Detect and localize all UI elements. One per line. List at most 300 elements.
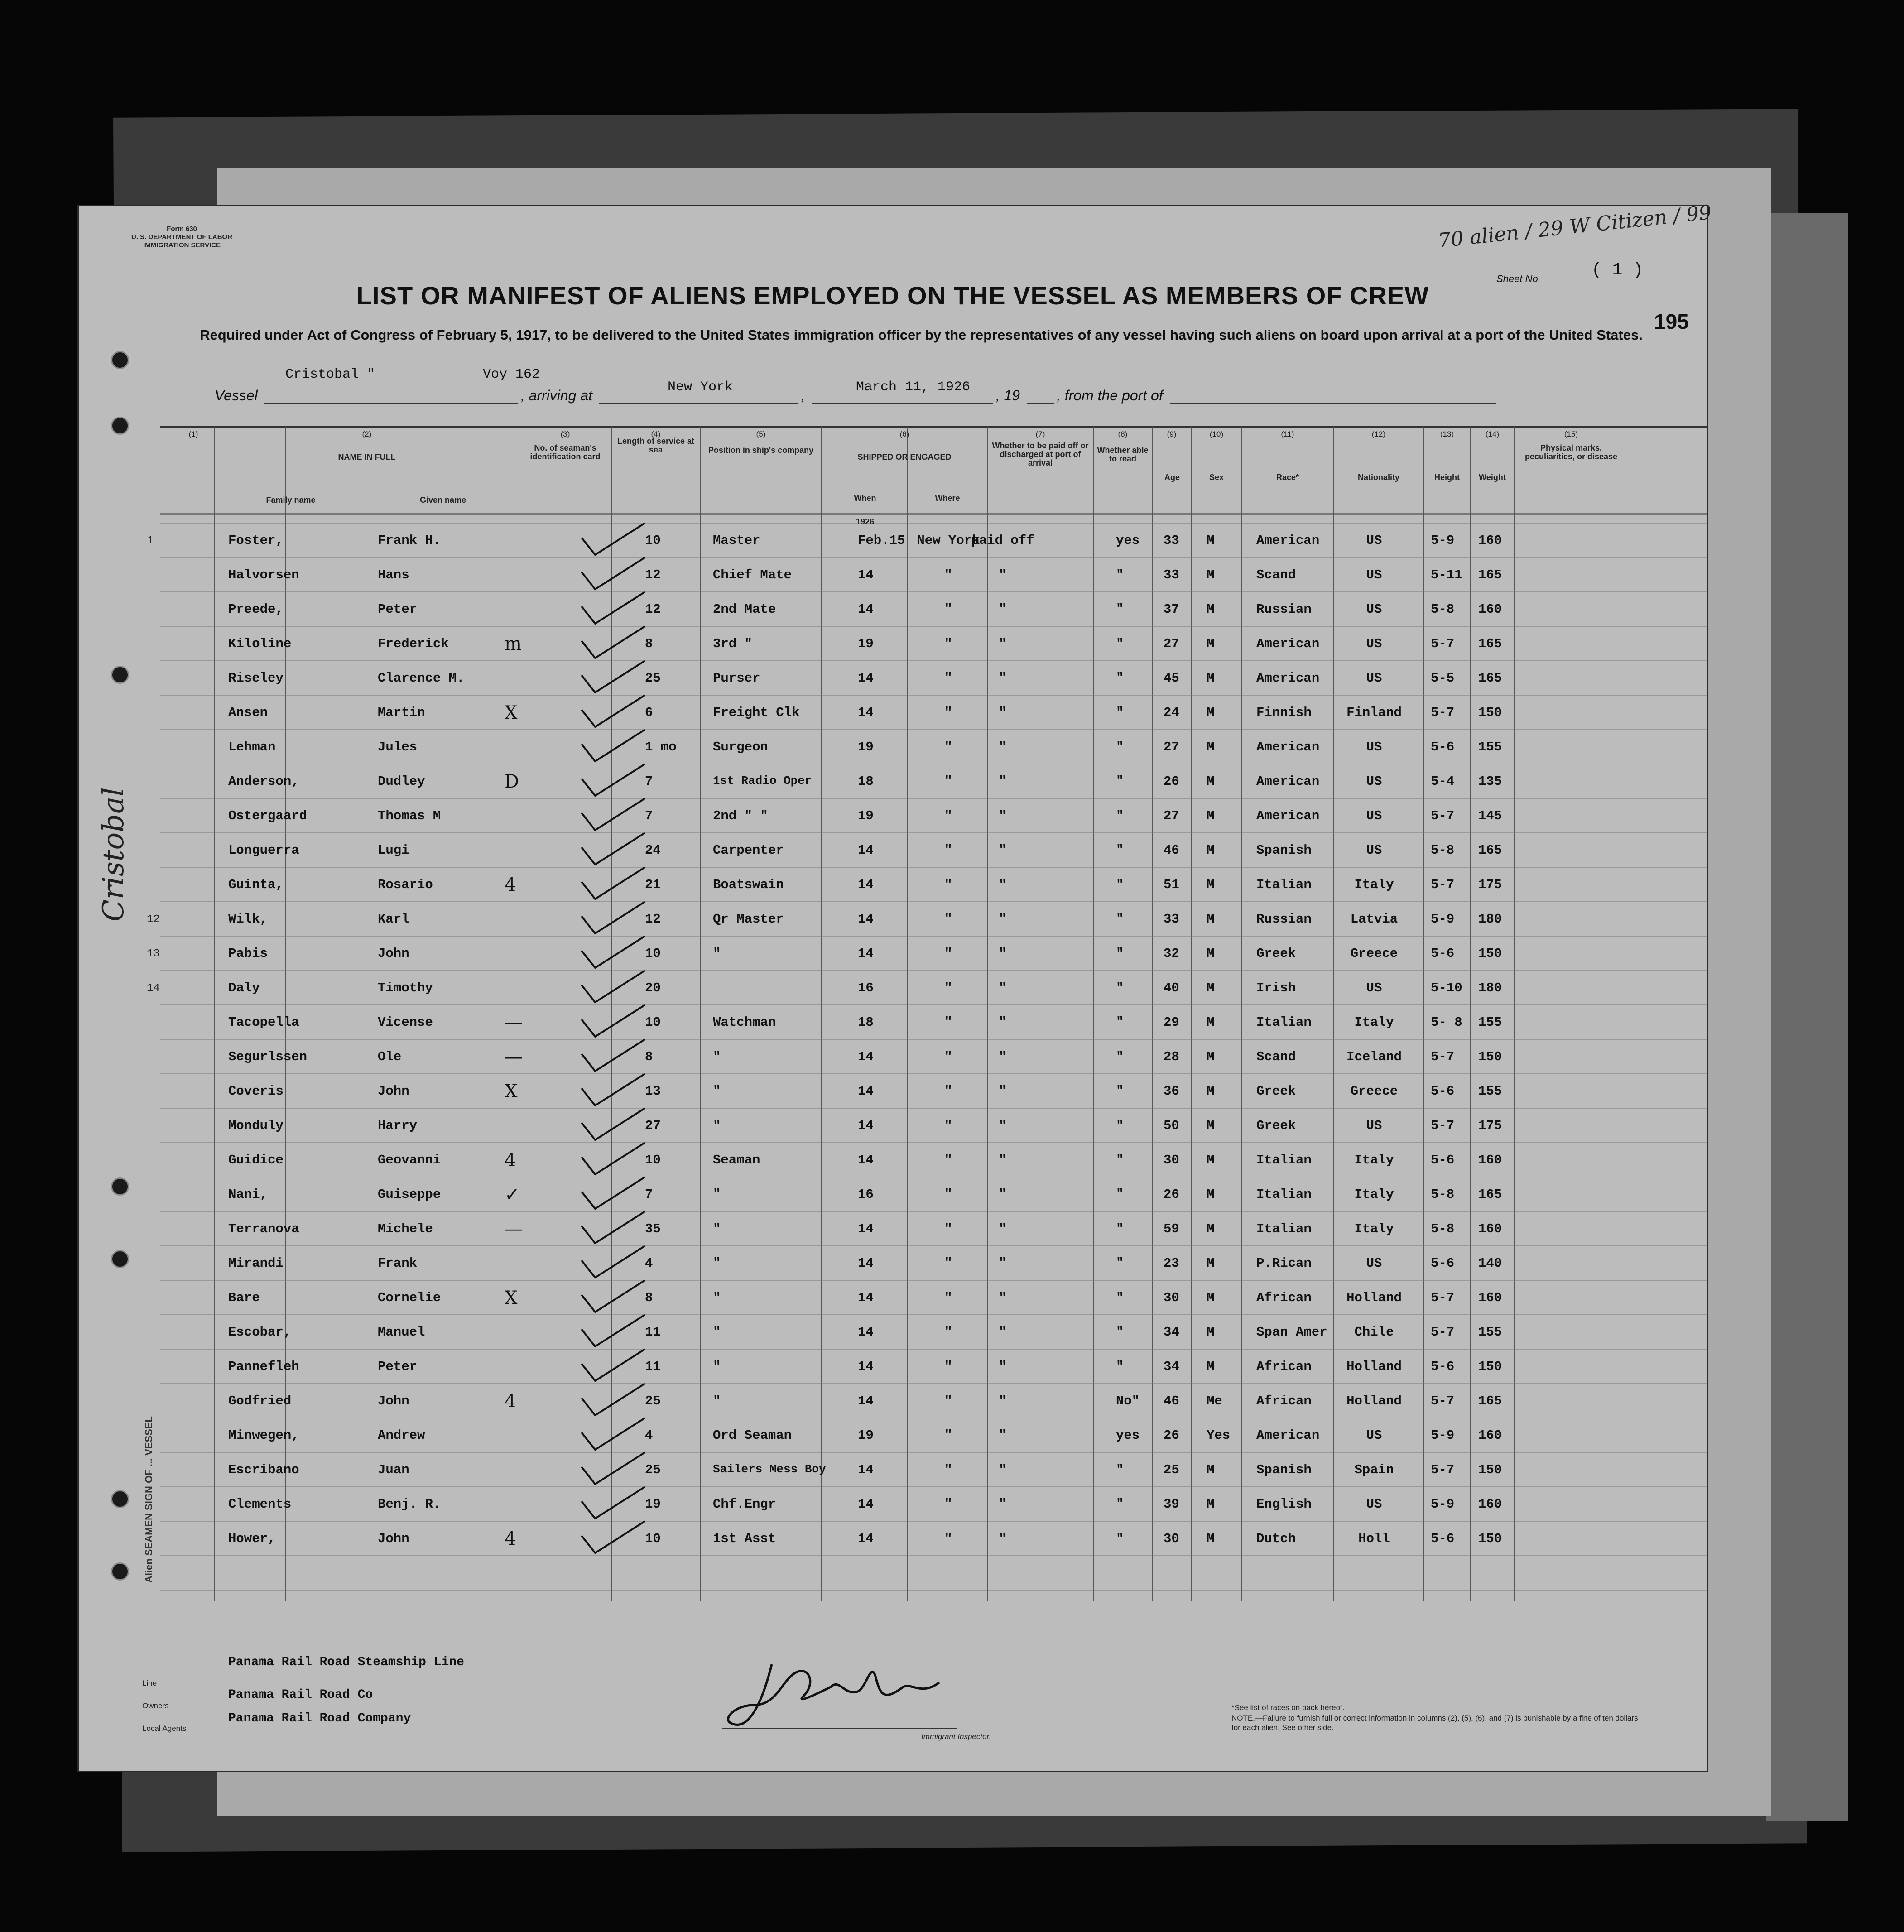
position-cell: Surgeon	[713, 740, 768, 755]
age-cell: 26	[1164, 774, 1179, 789]
race-cell: African	[1256, 1394, 1312, 1408]
position-cell: Chief Mate	[713, 567, 792, 582]
handwritten-mark: D	[505, 771, 519, 792]
given-name-cell: Hans	[378, 567, 409, 582]
position-cell: 2nd Mate	[713, 602, 776, 617]
race-cell: Finnish	[1256, 705, 1312, 720]
age-cell: 30	[1164, 1531, 1179, 1546]
handwritten-mark: X	[505, 1288, 518, 1308]
age-cell: 27	[1164, 808, 1179, 823]
column-number: (2)	[362, 430, 372, 438]
paid-off-cell: "	[999, 946, 1007, 961]
family-name-cell: Escobar,	[228, 1325, 292, 1340]
weight-cell: 155	[1478, 1015, 1502, 1030]
height-cell: 5-7	[1431, 1118, 1455, 1133]
able-read-cell: "	[1116, 1015, 1124, 1030]
given-name-cell: Clarence M.	[378, 671, 465, 686]
nationality-cell: US	[1366, 636, 1382, 651]
when-cell: 18	[858, 774, 874, 789]
when-cell: 14	[858, 1497, 874, 1512]
table-grid	[79, 206, 1707, 1771]
height-cell: 5-7	[1431, 808, 1455, 823]
height-cell: 5-8	[1431, 1221, 1455, 1236]
binder-hole	[111, 1562, 129, 1581]
age-cell: 33	[1164, 567, 1179, 582]
able-read-cell: "	[1116, 705, 1124, 720]
able-read-cell: "	[1116, 1325, 1124, 1340]
height-cell: 5-6	[1431, 1153, 1455, 1168]
given-name-cell: Karl	[378, 912, 409, 927]
given-name-cell: Lugi	[378, 843, 409, 858]
paid-off-cell: "	[999, 808, 1007, 823]
when-cell: 18	[858, 1015, 874, 1030]
vessel-name: Cristobal "	[285, 367, 375, 382]
paid-off-cell: "	[999, 912, 1007, 927]
race-cell: Italian	[1256, 1221, 1312, 1236]
weight-cell: 165	[1478, 567, 1502, 582]
height-cell: 5-9	[1431, 1497, 1455, 1512]
side-vertical-label: Alien SEAMEN SIGN OF ... VESSEL	[143, 1416, 154, 1583]
race-cell: Russian	[1256, 912, 1312, 927]
age-cell: 33	[1164, 533, 1179, 548]
header-where: Where	[935, 494, 960, 503]
when-cell: 16	[858, 980, 874, 995]
when-cell: 14	[858, 567, 874, 582]
nationality-cell: US	[1366, 774, 1382, 789]
where-cell: "	[944, 567, 952, 582]
family-name-cell: Segurlssen	[228, 1049, 308, 1064]
nationality-cell: Spain	[1354, 1462, 1394, 1477]
nationality-cell: Holl	[1358, 1531, 1390, 1546]
inspector-label: Immigrant Inspector.	[921, 1732, 991, 1741]
service-cell: 10	[645, 946, 661, 961]
nationality-cell: Italy	[1354, 1015, 1394, 1030]
race-cell: Irish	[1256, 980, 1296, 995]
binder-hole	[111, 1177, 129, 1196]
height-cell: 5-5	[1431, 671, 1455, 686]
age-cell: 46	[1164, 843, 1179, 858]
when-cell: 19	[858, 1428, 874, 1443]
given-name-cell: Peter	[378, 602, 418, 617]
sex-cell: M	[1207, 1187, 1215, 1202]
position-cell: 3rd "	[713, 636, 753, 651]
manifest-title: LIST OR MANIFEST OF ALIENS EMPLOYED ON THE VESSEL AS MEMBERS OF CREW	[356, 281, 1429, 310]
height-cell: 5-7	[1431, 705, 1455, 720]
position-cell: 1st Radio Oper	[713, 774, 812, 788]
height-cell: 5-9	[1431, 533, 1455, 548]
sex-cell: M	[1207, 1049, 1215, 1064]
weight-cell: 150	[1478, 1359, 1502, 1374]
service-cell: 8	[645, 1290, 653, 1305]
arrival-port: New York	[668, 380, 733, 395]
service-cell: 8	[645, 636, 653, 651]
age-cell: 24	[1164, 705, 1179, 720]
service-cell: 27	[645, 1118, 661, 1133]
family-name-cell: Halvorsen	[228, 567, 299, 582]
service-cell: 10	[645, 533, 661, 548]
service-cell: 12	[645, 912, 661, 927]
weight-cell: 160	[1478, 1497, 1502, 1512]
height-cell: 5-4	[1431, 774, 1455, 789]
when-cell: 14	[858, 877, 874, 892]
sex-cell: M	[1207, 671, 1215, 686]
height-cell: 5-6	[1431, 1531, 1455, 1546]
handwritten-mark: X	[505, 702, 518, 723]
weight-cell: 150	[1478, 1531, 1502, 1546]
paid-off-cell: "	[999, 1153, 1007, 1168]
family-name-cell: Terranova	[228, 1221, 299, 1236]
row-number: 14	[147, 982, 160, 995]
inspector-signature	[713, 1633, 1030, 1741]
when-cell: 14	[858, 843, 874, 858]
weight-cell: 135	[1478, 774, 1502, 789]
position-cell: Boatswain	[713, 877, 784, 892]
nationality-cell: Holland	[1346, 1394, 1402, 1408]
position-cell: 2nd " "	[713, 808, 768, 823]
position-cell: Carpenter	[713, 843, 784, 858]
family-name-cell: Mirandi	[228, 1256, 284, 1271]
given-name-cell: Ole	[378, 1049, 402, 1064]
column-number: (1)	[188, 430, 198, 438]
able-read-cell: "	[1116, 740, 1124, 755]
header-nationality: Nationality	[1357, 473, 1399, 482]
paid-off-cell: paid off	[971, 533, 1034, 548]
where-cell: "	[944, 808, 952, 823]
when-cell: 19	[858, 636, 874, 651]
where-cell: "	[944, 636, 952, 651]
voyage-number: Voy 162	[483, 367, 540, 382]
where-cell: "	[944, 1221, 952, 1236]
sex-cell: M	[1207, 877, 1215, 892]
handwritten-mark: —	[505, 1219, 523, 1240]
able-read-cell: "	[1116, 567, 1124, 582]
paid-off-cell: "	[999, 636, 1007, 651]
when-cell: 14	[858, 671, 874, 686]
able-read-cell: "	[1116, 671, 1124, 686]
position-cell: Qr Master	[713, 912, 784, 927]
where-cell: "	[944, 946, 952, 961]
handwritten-mark: 4	[505, 875, 516, 895]
sex-cell: M	[1207, 636, 1215, 651]
family-name-cell: Nani,	[228, 1187, 268, 1202]
position-cell: "	[713, 1325, 721, 1340]
header-sex: Sex	[1209, 473, 1224, 482]
vessel-label: Vessel	[215, 387, 258, 404]
age-cell: 36	[1164, 1084, 1179, 1099]
handwritten-mark: 4	[505, 1391, 516, 1412]
height-cell: 5-11	[1431, 567, 1462, 582]
position-cell: "	[713, 1049, 721, 1064]
height-cell: 5-7	[1431, 1325, 1455, 1340]
race-cell: Dutch	[1256, 1531, 1296, 1546]
where-cell: "	[944, 1187, 952, 1202]
able-read-cell: yes	[1116, 533, 1140, 548]
header-height: Height	[1434, 473, 1460, 482]
service-cell: 1 mo	[645, 740, 677, 755]
weight-cell: 160	[1478, 1290, 1502, 1305]
handwritten-mark: m	[505, 634, 522, 654]
family-name-cell: Godfried	[228, 1394, 292, 1408]
given-name-cell: Thomas M	[378, 808, 441, 823]
sex-cell: M	[1207, 980, 1215, 995]
position-cell: "	[713, 1256, 721, 1271]
weight-cell: 165	[1478, 1394, 1502, 1408]
height-cell: 5-7	[1431, 1049, 1455, 1064]
position-cell: "	[713, 1359, 721, 1374]
nationality-cell: Finland	[1346, 705, 1402, 720]
age-cell: 26	[1164, 1428, 1179, 1443]
race-cell: American	[1256, 774, 1320, 789]
binder-hole	[111, 417, 129, 435]
when-cell: 14	[858, 946, 874, 961]
when-cell: 16	[858, 1187, 874, 1202]
header-given-name: Given name	[419, 495, 466, 505]
paid-off-cell: "	[999, 1049, 1007, 1064]
age-cell: 33	[1164, 912, 1179, 927]
side-handwritten-vessel: Cristobal	[97, 787, 130, 922]
sex-cell: M	[1207, 1221, 1215, 1236]
family-name-cell: Tacopella	[228, 1015, 299, 1030]
sex-cell: M	[1207, 1462, 1215, 1477]
sex-cell: Yes	[1207, 1428, 1231, 1443]
service-cell: 24	[645, 843, 661, 858]
sex-cell: M	[1207, 1290, 1215, 1305]
weight-cell: 165	[1478, 636, 1502, 651]
paid-off-cell: "	[999, 671, 1007, 686]
where-cell: "	[944, 1118, 952, 1133]
given-name-cell: Frank H.	[378, 533, 441, 548]
given-name-cell: Cornelie	[378, 1290, 441, 1305]
header-when: When	[854, 494, 876, 503]
where-cell: "	[944, 1462, 952, 1477]
sex-cell: M	[1207, 946, 1215, 961]
race-cell: Spanish	[1256, 1462, 1312, 1477]
given-name-cell: Dudley	[378, 774, 425, 789]
family-name-cell: Pannefleh	[228, 1359, 299, 1374]
paid-off-cell: "	[999, 843, 1007, 858]
race-cell: Greek	[1256, 1118, 1296, 1133]
paid-off-cell: "	[999, 980, 1007, 995]
race-cell: Scand	[1256, 1049, 1296, 1064]
weight-cell: 160	[1478, 533, 1502, 548]
age-cell: 28	[1164, 1049, 1179, 1064]
when-cell: 14	[858, 1084, 874, 1099]
family-name-cell: Guinta,	[228, 877, 284, 892]
service-cell: 4	[645, 1256, 653, 1271]
handwritten-mark: 4	[505, 1528, 516, 1549]
weight-cell: 155	[1478, 1084, 1502, 1099]
paid-off-cell: "	[999, 602, 1007, 617]
paid-off-cell: "	[999, 1497, 1007, 1512]
column-number: (5)	[756, 430, 766, 438]
when-cell: 14	[858, 1153, 874, 1168]
sex-cell: M	[1207, 1084, 1215, 1099]
given-name-cell: Juan	[378, 1462, 409, 1477]
nationality-cell: US	[1366, 1256, 1382, 1271]
family-name-cell: Preede,	[228, 602, 284, 617]
service-cell: 20	[645, 980, 661, 995]
header-weight: Weight	[1479, 473, 1506, 482]
weight-cell: 160	[1478, 1153, 1502, 1168]
race-cell: Italian	[1256, 1153, 1312, 1168]
when-cell: 14	[858, 1290, 874, 1305]
position-cell: "	[713, 1221, 721, 1236]
given-name-cell: Vicense	[378, 1015, 433, 1030]
age-cell: 29	[1164, 1015, 1179, 1030]
position-cell: Watchman	[713, 1015, 776, 1030]
where-cell: "	[944, 877, 952, 892]
nationality-cell: Italy	[1354, 877, 1394, 892]
age-cell: 37	[1164, 602, 1179, 617]
where-cell: "	[944, 1325, 952, 1340]
sex-cell: M	[1207, 843, 1215, 858]
weight-cell: 150	[1478, 946, 1502, 961]
nationality-cell: US	[1366, 1118, 1382, 1133]
nationality-cell: Greece	[1350, 1084, 1398, 1099]
header-name-in-full: NAME IN FULL	[338, 452, 396, 461]
races-note: *See list of races on back hereof.	[1231, 1703, 1345, 1712]
given-name-cell: John	[378, 1394, 409, 1408]
paid-off-cell: "	[999, 1084, 1007, 1099]
paid-off-cell: "	[999, 1325, 1007, 1340]
paid-off-cell: "	[999, 1394, 1007, 1408]
able-read-cell: "	[1116, 774, 1124, 789]
weight-cell: 165	[1478, 1187, 1502, 1202]
when-cell: 14	[858, 1256, 874, 1271]
age-cell: 26	[1164, 1187, 1179, 1202]
given-name-cell: Benj. R.	[378, 1497, 441, 1512]
when-cell: 14	[858, 1359, 874, 1374]
family-name-cell: Clements	[228, 1497, 292, 1512]
able-read-cell: "	[1116, 843, 1124, 858]
service-cell: 8	[645, 1049, 653, 1064]
handwritten-mark: ✓	[505, 1184, 520, 1205]
handwritten-count: 70 alien / 29 W Citizen / 99	[1437, 201, 1713, 253]
given-name-cell: Timothy	[378, 980, 433, 995]
sex-cell: M	[1207, 705, 1215, 720]
given-name-cell: Jules	[378, 740, 418, 755]
age-cell: 27	[1164, 636, 1179, 651]
height-cell: 5-7	[1431, 1462, 1455, 1477]
where-cell: "	[944, 774, 952, 789]
position-cell: "	[713, 946, 721, 961]
service-cell: 21	[645, 877, 661, 892]
able-read-cell: "	[1116, 1118, 1124, 1133]
position-cell: "	[713, 1084, 721, 1099]
service-cell: 10	[645, 1015, 661, 1030]
able-read-cell: yes	[1116, 1428, 1140, 1443]
line-value: Panama Rail Road Steamship Line	[228, 1655, 464, 1669]
age-cell: 51	[1164, 877, 1179, 892]
nationality-cell: US	[1366, 1428, 1382, 1443]
weight-cell: 180	[1478, 912, 1502, 927]
family-name-cell: Monduly	[228, 1118, 284, 1133]
weight-cell: 160	[1478, 602, 1502, 617]
when-cell: 14	[858, 1325, 874, 1340]
age-cell: 23	[1164, 1256, 1179, 1271]
paid-off-cell: "	[999, 1290, 1007, 1305]
height-cell: 5-7	[1431, 877, 1455, 892]
paid-off-cell: "	[999, 1015, 1007, 1030]
form-number: Form 630	[167, 225, 197, 233]
weight-cell: 165	[1478, 843, 1502, 858]
family-name-cell: Coveris	[228, 1084, 284, 1099]
sheet-number-value: ( 1 )	[1591, 260, 1644, 280]
age-cell: 45	[1164, 671, 1179, 686]
race-cell: American	[1256, 1428, 1320, 1443]
nationality-cell: US	[1366, 533, 1382, 548]
family-name-cell: Guidice	[228, 1153, 284, 1168]
race-cell: American	[1256, 636, 1320, 651]
page-number: 195	[1654, 310, 1689, 333]
agents-value: Panama Rail Road Company	[228, 1711, 411, 1725]
manifest-sheet	[79, 201, 1713, 1771]
header-id-card: No. of seaman's identification card	[530, 443, 601, 461]
nationality-cell: Italy	[1354, 1221, 1394, 1236]
given-name-cell: Rosario	[378, 877, 433, 892]
service-cell: 12	[645, 602, 661, 617]
height-cell: 5-6	[1431, 946, 1455, 961]
column-number: (10)	[1209, 430, 1224, 438]
column-number: (9)	[1167, 430, 1177, 438]
manifest-subtitle: Required under Act of Congress of February 5, 1917, to be delivered to the United States immigration officer by the representatives of any vessel having such aliens on board upon arrival at a port of the United States.	[200, 327, 1643, 343]
service-cell: 13	[645, 1084, 661, 1099]
sex-cell: M	[1207, 740, 1215, 755]
binder-hole	[111, 1490, 129, 1508]
sex-cell: M	[1207, 1359, 1215, 1374]
nationality-cell: Holland	[1346, 1359, 1402, 1374]
sex-cell: M	[1207, 808, 1215, 823]
position-cell: 1st Asst	[713, 1531, 776, 1546]
sex-cell: M	[1207, 1497, 1215, 1512]
able-read-cell: "	[1116, 1462, 1124, 1477]
weight-cell: 145	[1478, 808, 1502, 823]
age-cell: 46	[1164, 1394, 1179, 1408]
given-name-cell: Geovanni	[378, 1153, 441, 1168]
family-name-cell: Ostergaard	[228, 808, 308, 823]
position-cell: "	[713, 1394, 721, 1408]
when-cell: 14	[858, 602, 874, 617]
weight-cell: 165	[1478, 671, 1502, 686]
given-name-cell: Peter	[378, 1359, 418, 1374]
handwritten-mark: 4	[505, 1150, 516, 1171]
race-cell: American	[1256, 808, 1320, 823]
year-label: , 19	[995, 387, 1020, 404]
paid-off-cell: "	[999, 774, 1007, 789]
where-cell: "	[944, 1084, 952, 1099]
when-cell: 14	[858, 1118, 874, 1133]
paid-off-cell: "	[999, 740, 1007, 755]
position-cell: Purser	[713, 671, 760, 686]
agents-label: Local Agents	[142, 1724, 187, 1733]
paid-off-cell: "	[999, 1462, 1007, 1477]
penalty-note: NOTE.—Failure to furnish full or correct information in columns (2), (5), (6), and (7) is punishable by a fine of ten dollars for each alien. See other side.	[1231, 1714, 1638, 1732]
column-number: (14)	[1485, 430, 1500, 438]
weight-cell: 160	[1478, 1428, 1502, 1443]
header-physical: Physical marks, peculiarities, or disease	[1524, 443, 1618, 461]
given-name-cell: John	[378, 946, 409, 961]
where-cell: "	[944, 1015, 952, 1030]
given-name-cell: Michele	[378, 1221, 433, 1236]
paid-off-cell: "	[999, 1118, 1007, 1133]
race-cell: Greek	[1256, 1084, 1296, 1099]
arriving-label: , arriving at	[520, 387, 593, 404]
binder-hole	[111, 351, 129, 369]
position-cell: "	[713, 1187, 721, 1202]
where-cell: "	[944, 1428, 952, 1443]
weight-cell: 150	[1478, 1462, 1502, 1477]
height-cell: 5-6	[1431, 1256, 1455, 1271]
